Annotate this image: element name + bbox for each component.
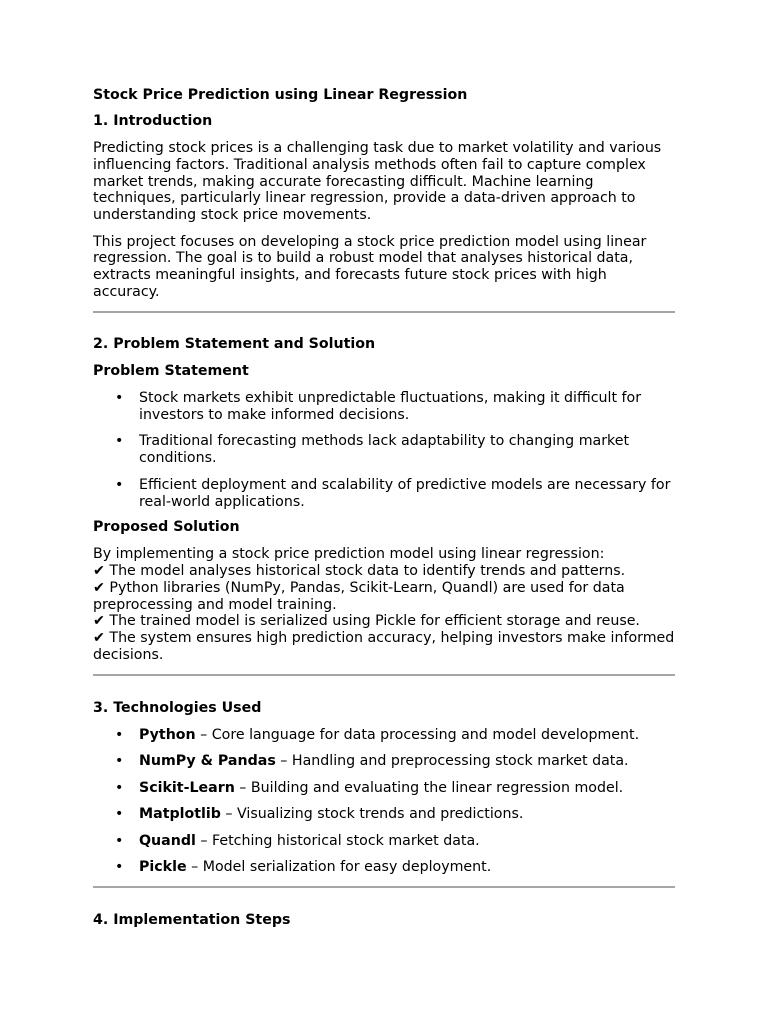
- tech-item-numpy-pandas: [139, 753, 684, 770]
- checkmark-line: ✔ Python libraries (NumPy, Pandas, Scikit-Learn, Quandl) are used for data: [93, 580, 625, 596]
- tech-description: – Visualizing stock trends and predictions.: [220, 806, 524, 822]
- text-line: Predicting stock prices is a challenging task due to market volatility and various: [93, 140, 662, 156]
- bullet-glyph: •: [115, 433, 124, 449]
- text-line: real-world applications.: [139, 494, 305, 510]
- text-line: understanding stock price movements.: [93, 207, 372, 223]
- tech-description: – Fetching historical stock market data.: [195, 833, 480, 849]
- section-divider: [93, 311, 675, 313]
- section-heading-technologies: 3. Technologies Used: [93, 700, 262, 716]
- tech-description: – Building and evaluating the linear regression model.: [234, 780, 624, 796]
- text-line: extracts meaningful insights, and forecasts future stock prices with high: [93, 267, 607, 283]
- tech-name: NumPy & Pandas: [139, 753, 276, 769]
- text-line: influencing factors. Traditional analysis methods often fail to capture complex: [93, 157, 646, 173]
- tech-name: Quandl: [139, 833, 196, 849]
- text-line: Efficient deployment and scalability of predictive models are necessary for: [139, 477, 671, 493]
- subheading-proposed-solution: Proposed Solution: [93, 519, 240, 535]
- bullet-glyph: •: [115, 780, 124, 796]
- text-line: accuracy.: [93, 284, 160, 300]
- text-line: preprocessing and model training.: [93, 597, 337, 613]
- text-line: Traditional forecasting methods lack adaptability to changing market: [139, 433, 630, 449]
- bullet-glyph: •: [115, 833, 124, 849]
- bullet-glyph: •: [115, 477, 124, 493]
- bullet-glyph: •: [115, 753, 124, 769]
- section-heading-problem-solution: 2. Problem Statement and Solution: [93, 336, 376, 352]
- subheading-problem-statement: Problem Statement: [93, 363, 249, 379]
- text-line: investors to make informed decisions.: [139, 407, 410, 423]
- checkmark-line: ✔ The trained model is serialized using Pickle for efficient storage and reuse.: [93, 613, 640, 629]
- tech-description: – Core language for data processing and model development.: [195, 727, 640, 743]
- section-heading-implementation: 4. Implementation Steps: [93, 912, 291, 928]
- tech-item-scikit-learn: [139, 780, 684, 797]
- tech-name: Scikit-Learn: [139, 780, 235, 796]
- tech-name: Python: [139, 727, 196, 743]
- checkmark-line: ✔ The model analyses historical stock data to identify trends and patterns.: [93, 563, 626, 579]
- tech-name: Matplotlib: [139, 806, 221, 822]
- text-line: regression. The goal is to build a robust model that analyses historical data,: [93, 250, 634, 266]
- tech-description: – Model serialization for easy deployment.: [186, 859, 492, 875]
- tech-item-quandl: [139, 833, 684, 850]
- bullet-glyph: •: [115, 727, 124, 743]
- tech-name: Pickle: [139, 859, 187, 875]
- section-divider: [93, 886, 675, 888]
- text-line: This project focuses on developing a stock price prediction model using linear: [93, 234, 647, 250]
- text-line: market trends, making accurate forecasting difficult. Machine learning: [93, 174, 594, 190]
- tech-item-pickle: [139, 859, 684, 876]
- checkmark-line: ✔ The system ensures high prediction accuracy, helping investors make informed: [93, 630, 675, 646]
- bullet-glyph: •: [115, 390, 124, 406]
- tech-item-python: [139, 727, 684, 744]
- section-heading-introduction: 1. Introduction: [93, 113, 213, 129]
- tech-item-matplotlib: [139, 806, 684, 823]
- document-title: Stock Price Prediction using Linear Regression: [93, 87, 468, 103]
- bullet-glyph: •: [115, 806, 124, 822]
- section-divider: [93, 674, 675, 676]
- text-line: decisions.: [93, 647, 164, 663]
- text-line: Stock markets exhibit unpredictable fluctuations, making it difficult for: [139, 390, 642, 406]
- text-line: conditions.: [139, 450, 217, 466]
- bullet-glyph: •: [115, 859, 124, 875]
- text-line: By implementing a stock price prediction model using linear regression:: [93, 546, 605, 562]
- tech-description: – Handling and preprocessing stock market data.: [275, 753, 629, 769]
- text-line: techniques, particularly linear regression, provide a data-driven approach to: [93, 190, 636, 206]
